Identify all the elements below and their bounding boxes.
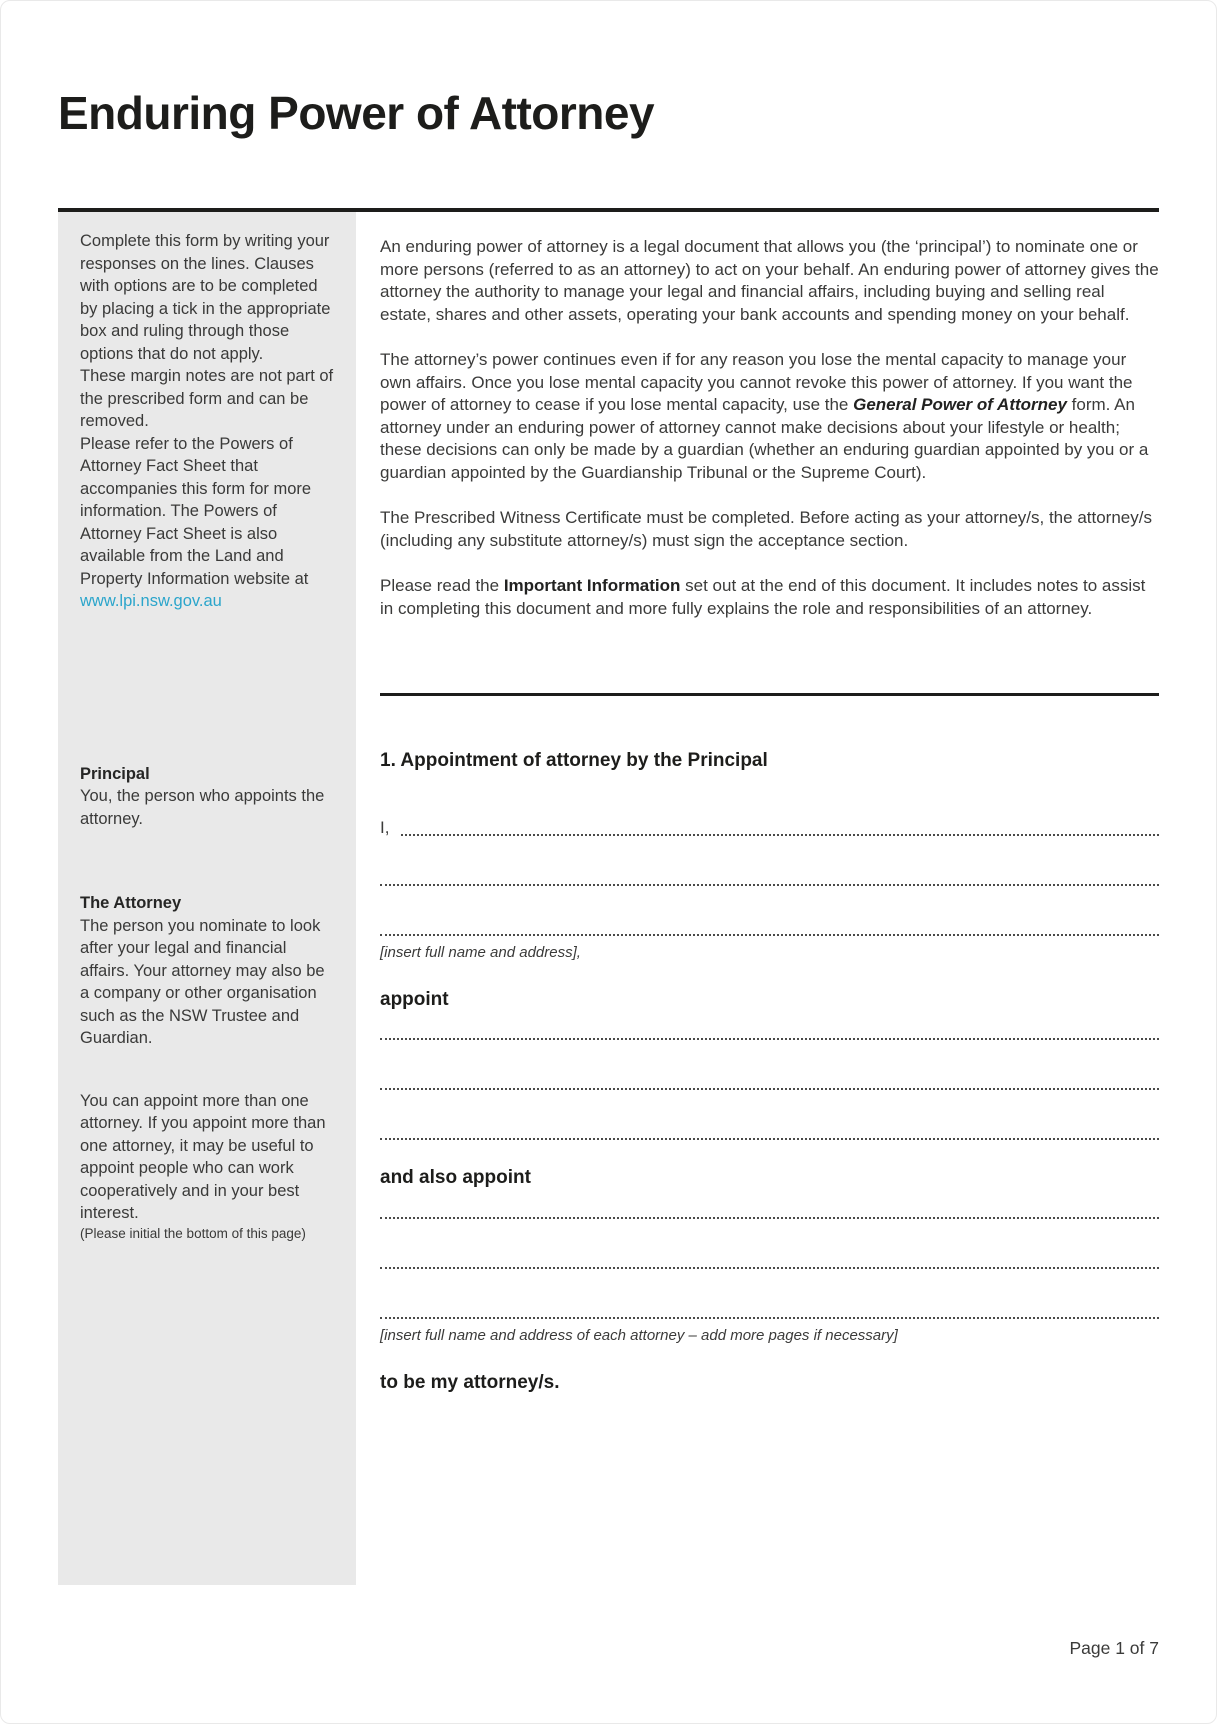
margin-note-completion: Complete this form by writing your responses on the lines. Clauses with options are to be completed by placing a tick in the appropriate box and ruling through those options that do not apply. <box>80 232 331 363</box>
important-information-emphasis: Important Information <box>503 576 681 595</box>
attorney-heading: The Attorney <box>80 894 182 912</box>
intro-paragraph-1: An enduring power of attorney is a legal document that allows you (the ‘principal’) to nominate one or more persons (referred to as an attorney) to act on your behalf. An enduring power of attorney gives the attorney the authority to manage your legal and financial affairs, including buying and selling real estate, shares and other assets, operating your bank accounts and spending money on your behalf. <box>380 237 1159 324</box>
general-power-of-attorney-emphasis: General Power of Attorney <box>853 395 1067 414</box>
principal-description: You, the person who appoints the attorney. <box>80 787 325 828</box>
intro-paragraph-3: The Prescribed Witness Certificate must be completed. Before acting as your attorney/s, the attorney/s (including any substitute attorney/s) must sign the acceptance section. <box>380 508 1152 550</box>
principal-heading: Principal <box>80 764 150 783</box>
form-body <box>380 212 1159 1394</box>
to-be-my-attorney-label: to be my attorney/s. <box>380 1371 560 1393</box>
paragraph-4-text-b: set out at the end of this document. It includes notes to assist in completing this document and more fully explains the role and responsibilities of an attorney. <box>380 576 1146 618</box>
principal-note-block <box>80 763 334 831</box>
multiple-attorneys-note-block <box>80 1090 334 1225</box>
attorney-fill-line-2[interactable] <box>380 1088 1159 1090</box>
page-title: Enduring Power of Attorney <box>58 87 655 139</box>
principal-name-fill-line-2[interactable] <box>380 884 1159 886</box>
additional-attorney-fill-line-3[interactable] <box>380 1317 1159 1319</box>
attorney-fill-line-3[interactable] <box>380 1138 1159 1140</box>
margin-note-fact-sheet <box>80 433 334 613</box>
and-also-appoint-label: and also appoint <box>380 1167 531 1188</box>
appoint-label: appoint <box>380 988 449 1010</box>
principal-name-fill-line-3[interactable] <box>380 934 1159 936</box>
intro-paragraph-2 <box>380 349 1159 484</box>
attorney-description: The person you nominate to look after your legal and financial affairs. Your attorney may also be a company or other organisation such as the NSW Trustee and Guardian. <box>80 916 325 1047</box>
lpi-website-link[interactable]: www.lpi.nsw.gov.au <box>80 592 222 610</box>
attorney-fill-line-1[interactable] <box>380 1038 1159 1040</box>
additional-attorney-fill-line-1[interactable] <box>380 1217 1159 1219</box>
principal-name-row <box>380 819 1159 836</box>
page-number: Page 1 of 7 <box>1069 1638 1159 1658</box>
margin-note-removable: These margin notes are not part of the prescribed form and can be removed. <box>80 367 334 430</box>
section-1-heading: 1. Appointment of attorney by the Principal <box>380 750 768 771</box>
margin-notes-sidebar <box>58 212 356 1585</box>
fact-sheet-text: Please refer to the Powers of Attorney Fact Sheet that accompanies this form for more information. The Powers of Attorney Fact Sheet is also available from the Land and Property Information website at <box>80 434 312 588</box>
content-area <box>58 212 1159 1585</box>
paragraph-2-text-b: form. An attorney under an enduring power of attorney cannot make decisions about your lifestyle or health; these decisions can only be made by a guardian (whether an enduring guardian appointed by you or a guardian appointed by the Guardianship Tribunal or the Supreme Court). <box>380 395 1149 482</box>
multiple-attorneys-description: You can appoint more than one attorney. If you appoint more than one attorney, it may be useful to appoint people who can work cooperatively and in your best interest. <box>80 1091 326 1222</box>
insert-name-address-note: [insert full name and address], <box>380 943 581 961</box>
principal-name-fill-line-1[interactable] <box>401 834 1159 836</box>
paragraph-2-text-a: The attorney’s power continues even if for any reason you lose the mental capacity to manage your own affairs. Once you lose mental capacity you cannot revoke this power of attorney. If you want the power of attorney to cease if you lose mental capacity, use the <box>380 350 1133 414</box>
initial-bottom-note: (Please initial the bottom of this page) <box>80 1225 306 1241</box>
additional-attorney-fill-line-2[interactable] <box>380 1267 1159 1269</box>
paragraph-4-text-a: Please read the <box>380 576 504 595</box>
i-label: I, <box>380 817 390 837</box>
insert-each-attorney-note: [insert full name and address of each attorney – add more pages if necessary] <box>380 1326 898 1344</box>
attorney-note-block <box>80 892 334 1050</box>
section-divider-rule <box>380 693 1159 696</box>
intro-paragraph-4 <box>380 575 1159 620</box>
